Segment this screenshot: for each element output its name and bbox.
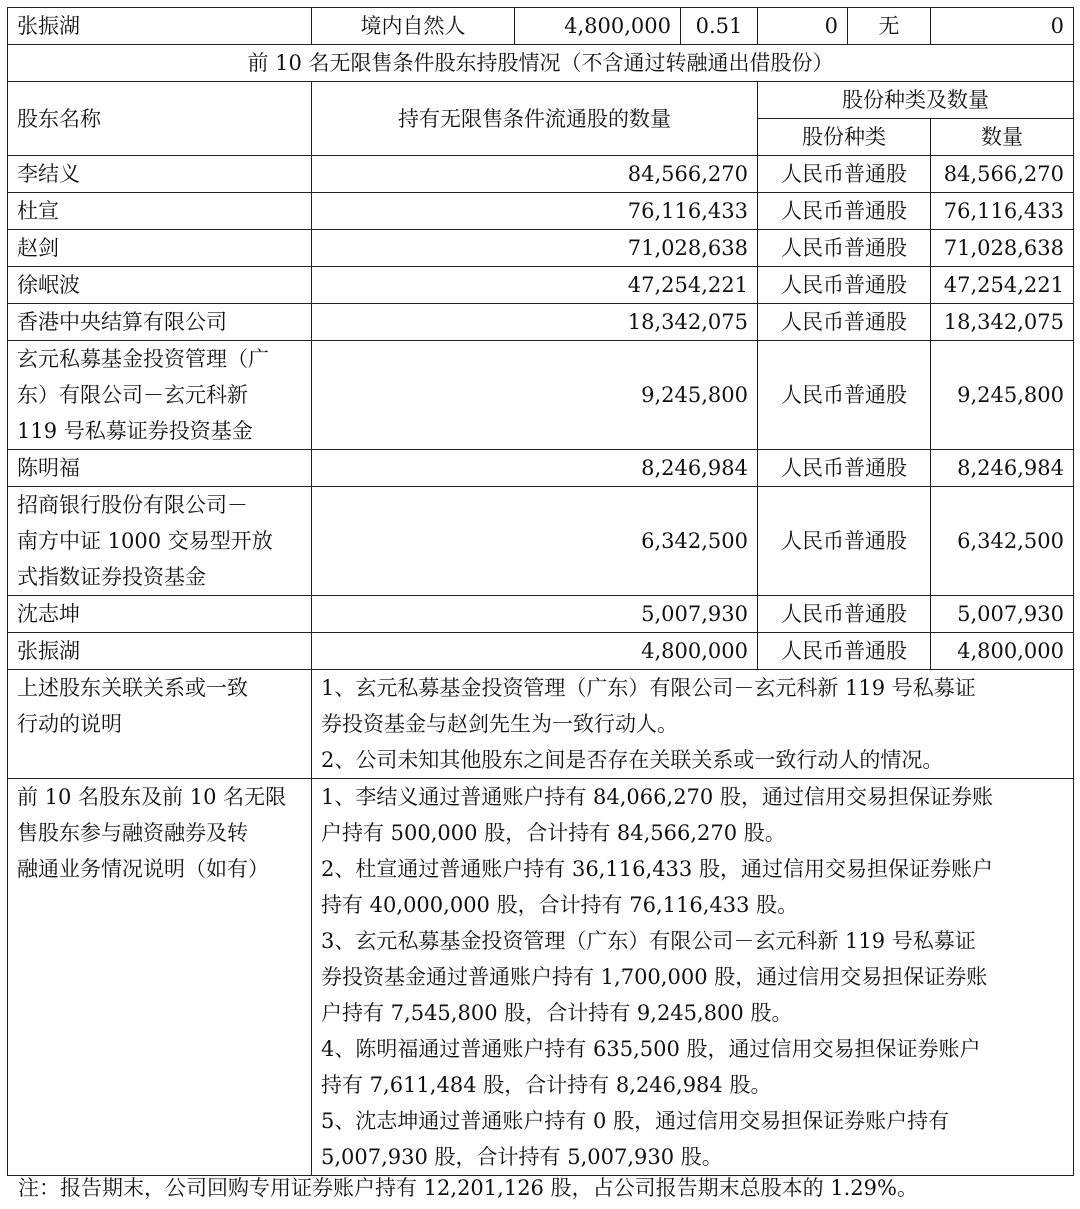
margin-line: 2、杜宣通过普通账户持有 36,116,433 股，通过信用交易担保证券账户 — [321, 857, 993, 881]
share-qty: 71,028,638 — [312, 230, 758, 267]
shareholder-table — [7, 7, 1074, 1176]
section-title: 前 10 名无限售条件股东持股情况（不含通过转融通出借股份） — [8, 45, 1074, 82]
top-row-shares: 4,800,000 — [515, 8, 681, 45]
header-type-group: 股份种类及数量 — [758, 82, 1074, 119]
top-row-pledge-amount: 0 — [931, 8, 1074, 45]
table-row — [8, 304, 1074, 341]
margin-text — [312, 779, 1074, 1176]
name-line: 东）有限公司－玄元科新 — [17, 383, 248, 407]
shareholder-name — [8, 341, 312, 450]
shareholder-name: 徐岷波 — [8, 267, 312, 304]
share-amount: 6,342,500 — [931, 487, 1074, 596]
share-amount: 47,254,221 — [931, 267, 1074, 304]
table-row — [8, 450, 1074, 487]
margin-line: 户持有 500,000 股，合计持有 84,566,270 股。 — [321, 821, 786, 845]
table-row — [8, 156, 1074, 193]
shareholder-name — [8, 487, 312, 596]
share-amount: 18,342,075 — [931, 304, 1074, 341]
share-qty: 84,566,270 — [312, 156, 758, 193]
shareholder-name: 张振湖 — [8, 633, 312, 670]
share-qty: 18,342,075 — [312, 304, 758, 341]
table-row — [8, 596, 1074, 633]
label-line: 售股东参与融资融券及转 — [17, 821, 248, 845]
header-name: 股东名称 — [8, 82, 312, 156]
label-line: 上述股东关联关系或一致 — [17, 676, 248, 700]
shareholder-name: 赵剑 — [8, 230, 312, 267]
margin-line: 3、玄元私募基金投资管理（广东）有限公司－玄元科新 119 号私募证 — [321, 929, 976, 953]
table-row — [8, 230, 1074, 267]
top-row-ratio: 0.51 — [681, 8, 758, 45]
table-row — [8, 633, 1074, 670]
share-qty: 9,245,800 — [312, 341, 758, 450]
top-shareholder-row — [8, 8, 1074, 45]
footnote: 注：报告期末，公司回购专用证券账户持有 12,201,126 股，占公司报告期末总股本的 1.29%。 — [18, 1176, 918, 1200]
share-type: 人民币普通股 — [758, 267, 931, 304]
relation-line: 1、玄元私募基金投资管理（广东）有限公司－玄元科新 119 号私募证 — [321, 676, 976, 700]
share-qty: 47,254,221 — [312, 267, 758, 304]
relation-line: 2、公司未知其他股东之间是否存在关联关系或一致行动人的情况。 — [321, 748, 944, 772]
margin-line: 5,007,930 股，合计持有 5,007,930 股。 — [321, 1145, 723, 1169]
margin-line: 券投资基金通过普通账户持有 1,700,000 股，通过信用交易担保证券账 — [321, 965, 988, 989]
header-row-1 — [8, 82, 1074, 119]
top-row-restricted: 0 — [758, 8, 848, 45]
name-line: 式指数证券投资基金 — [17, 565, 206, 589]
share-amount: 84,566,270 — [931, 156, 1074, 193]
table-row — [8, 193, 1074, 230]
share-type: 人民币普通股 — [758, 450, 931, 487]
shareholder-name: 沈志坤 — [8, 596, 312, 633]
margin-row — [8, 779, 1074, 1176]
top-row-name: 张振湖 — [8, 8, 312, 45]
name-line: 119 号私募证券投资基金 — [17, 419, 253, 443]
share-type: 人民币普通股 — [758, 487, 931, 596]
shareholder-name: 杜宣 — [8, 193, 312, 230]
share-type: 人民币普通股 — [758, 230, 931, 267]
share-qty: 76,116,433 — [312, 193, 758, 230]
share-amount: 71,028,638 — [931, 230, 1074, 267]
shareholder-name: 陈明福 — [8, 450, 312, 487]
relation-row — [8, 670, 1074, 779]
margin-line: 1、李结义通过普通账户持有 84,066,270 股，通过信用交易担保证券账 — [321, 785, 993, 809]
share-qty: 5,007,930 — [312, 596, 758, 633]
name-line: 南方中证 1000 交易型开放 — [17, 529, 273, 553]
shareholder-name: 李结义 — [8, 156, 312, 193]
name-line: 玄元私募基金投资管理（广 — [17, 347, 269, 371]
share-amount: 9,245,800 — [931, 341, 1074, 450]
margin-line: 户持有 7,545,800 股，合计持有 9,245,800 股。 — [321, 1001, 793, 1025]
label-line: 前 10 名股东及前 10 名无限 — [17, 785, 287, 809]
top-row-pledge-status: 无 — [848, 8, 931, 45]
header-type: 股份种类 — [758, 119, 931, 156]
share-qty: 8,246,984 — [312, 450, 758, 487]
top-row-nature: 境内自然人 — [312, 8, 515, 45]
share-amount: 5,007,930 — [931, 596, 1074, 633]
share-amount: 4,800,000 — [931, 633, 1074, 670]
section-title-row — [8, 45, 1074, 82]
share-qty: 6,342,500 — [312, 487, 758, 596]
relation-line: 券投资基金与赵剑先生为一致行动人。 — [321, 712, 678, 736]
relation-label — [8, 670, 312, 779]
relation-text — [312, 670, 1074, 779]
margin-line: 持有 7,611,484 股，合计持有 8,246,984 股。 — [321, 1073, 772, 1097]
table-row — [8, 487, 1074, 596]
shareholder-name: 香港中央结算有限公司 — [8, 304, 312, 341]
table-row — [8, 267, 1074, 304]
label-line: 行动的说明 — [17, 712, 122, 736]
name-line: 招商银行股份有限公司－ — [17, 493, 248, 517]
label-line: 融通业务情况说明（如有） — [17, 857, 269, 881]
share-type: 人民币普通股 — [758, 304, 931, 341]
share-qty: 4,800,000 — [312, 633, 758, 670]
share-type: 人民币普通股 — [758, 596, 931, 633]
share-amount: 8,246,984 — [931, 450, 1074, 487]
header-amount: 数量 — [931, 119, 1074, 156]
margin-line: 5、沈志坤通过普通账户持有 0 股，通过信用交易担保证券账户持有 — [321, 1109, 950, 1133]
margin-line: 持有 40,000,000 股，合计持有 76,116,433 股。 — [321, 893, 799, 917]
share-amount: 76,116,433 — [931, 193, 1074, 230]
header-qty: 持有无限售条件流通股的数量 — [312, 82, 758, 156]
share-type: 人民币普通股 — [758, 633, 931, 670]
margin-line: 4、陈明福通过普通账户持有 635,500 股，通过信用交易担保证券账户 — [321, 1037, 981, 1061]
table-row — [8, 341, 1074, 450]
share-type: 人民币普通股 — [758, 156, 931, 193]
margin-label — [8, 779, 312, 1176]
share-type: 人民币普通股 — [758, 341, 931, 450]
share-type: 人民币普通股 — [758, 193, 931, 230]
